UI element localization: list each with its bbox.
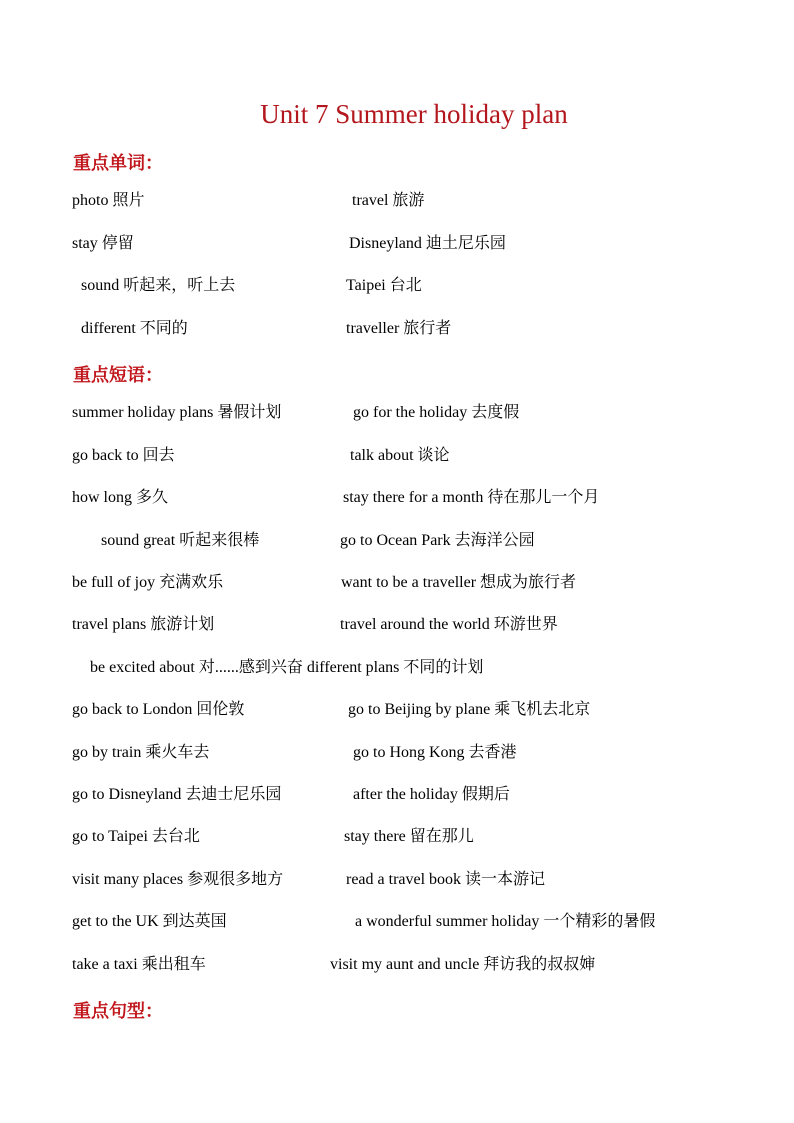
phrase-right-6: travel around the world 环游世界 (340, 616, 558, 633)
phrase-left-7: be excited about 对......感到兴奋 different plans 不同的计划 (90, 659, 484, 676)
phrase-left-2: go back to 回去 (72, 447, 175, 464)
phrase-left-12: visit many places 参观很多地方 (72, 871, 284, 888)
page-title: Unit 7 Summer holiday plan (260, 99, 568, 129)
phrase-right-4: go to Ocean Park 去海洋公园 (340, 532, 535, 549)
phrase-right-13: a wonderful summer holiday 一个精彩的暑假 (355, 913, 656, 930)
phrase-right-14: visit my aunt and uncle 拜访我的叔叔婶 (330, 956, 596, 973)
word-left-4: different 不同的 (81, 320, 188, 337)
word-right-2: Disneyland 迪土尼乐园 (349, 235, 506, 252)
word-left-2: stay 停留 (72, 235, 134, 252)
phrase-left-11: go to Taipei 去台北 (72, 828, 200, 845)
phrase-right-11: stay there 留在那儿 (344, 828, 474, 845)
phrase-left-3: how long 多久 (72, 489, 169, 506)
phrase-right-9: go to Hong Kong 去香港 (353, 744, 517, 761)
phrase-left-4: sound great 听起来很棒 (101, 532, 260, 549)
phrase-right-12: read a travel book 读一本游记 (346, 871, 546, 888)
phrase-right-10: after the holiday 假期后 (353, 786, 510, 803)
phrases-heading: 重点短语： (73, 365, 163, 386)
word-right-4: traveller 旅行者 (346, 320, 452, 337)
phrase-right-2: talk about 谈论 (350, 447, 450, 464)
phrase-right-8: go to Beijing by plane 乘飞机去北京 (348, 701, 591, 718)
sentences-heading: 重点句型： (73, 1001, 163, 1022)
word-right-1: travel 旅游 (352, 192, 425, 209)
phrase-left-8: go back to London 回伦敦 (72, 701, 245, 718)
phrase-left-14: take a taxi 乘出租车 (72, 956, 206, 973)
phrase-right-1: go for the holiday 去度假 (353, 404, 520, 421)
phrase-left-1: summer holiday plans 暑假计划 (72, 404, 282, 421)
phrase-left-10: go to Disneyland 去迪士尼乐园 (72, 786, 282, 803)
phrase-right-5: want to be a traveller 想成为旅行者 (341, 574, 577, 591)
words-heading: 重点单词： (73, 153, 163, 174)
phrase-left-9: go by train 乘火车去 (72, 744, 210, 761)
word-left-1: photo 照片 (72, 192, 145, 209)
phrase-left-5: be full of joy 充满欢乐 (72, 574, 224, 591)
phrase-left-13: get to the UK 到达英国 (72, 913, 227, 930)
phrase-right-3: stay there for a month 待在那儿一个月 (343, 489, 600, 506)
phrase-left-6: travel plans 旅游计划 (72, 616, 215, 633)
word-right-3: Taipei 台北 (346, 277, 422, 294)
word-left-3: sound 听起来，听上去 (81, 277, 236, 294)
